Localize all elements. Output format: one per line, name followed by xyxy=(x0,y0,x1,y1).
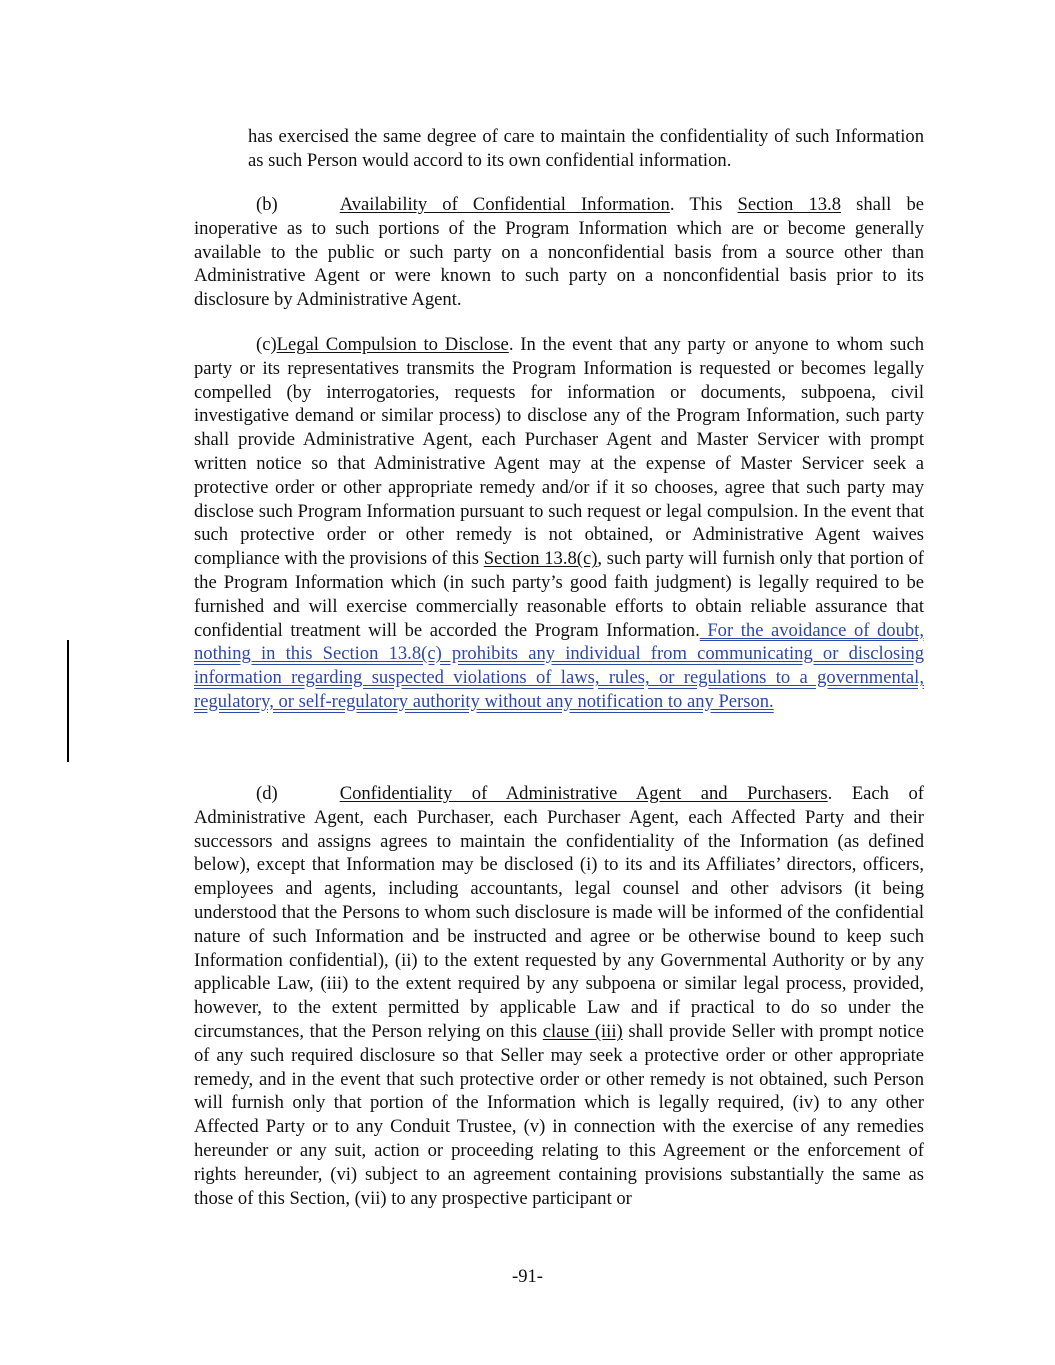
section-13-8-reference: Section 13.8 xyxy=(737,194,842,215)
paragraph-b xyxy=(194,193,924,312)
paragraph-b-heading: Availability of Confidential Information xyxy=(339,194,670,215)
inserted-revision-text: For the avoidance of doubt, nothing in this Section 13.8(c) prohibits any individual from communicating or disclosing information regarding suspected violations of laws, rules, or regulations to a governmental, regulatory, or self-regulatory authority without any notification to any Person. xyxy=(194,619,924,712)
page-number: -91- xyxy=(512,1266,543,1287)
paragraph-b-body: shall be inoperative as to such portions of the Program Information which are or become generally available to the public or such party on a nonconfidential basis from a source other than Administrative Agent or were known to such party on a nonconfidential basis prior to its disclosure by Administrative Agent. xyxy=(194,194,924,311)
paragraph-c-body-1: . In the event that any party or anyone to whom such party or its representatives transmits the Program Information is requested or becomes legally compelled (by interrogatories, requests for information or documents, subpoena, civil investigative demand or similar process) to disclose any of the Program Information, such party shall provide Administrative Agent, each Purchaser Agent and Master Servicer with prompt written notice so that Administrative Agent may at the expense of Master Servicer seek a protective order or other appropriate remedy and/or if it so chooses, agree that such party may disclose such Program Information pursuant to such request or legal compulsion. In the event that such protective order or other remedy is not obtained, or Administrative Agent waives compliance with the provisions of this xyxy=(194,334,924,570)
paragraph-c-body-2: , such party will furnish only that portion of the Program Information which (in such party’s good faith judgment) is legally required to be furnished and will exercise commercially reasonable efforts to obtain reliable assurance that confidential treatment will be accorded the Program Information. xyxy=(194,548,924,641)
paragraph-b-after-heading: . This xyxy=(669,194,738,215)
paragraph-c-heading: Legal Compulsion to Disclose xyxy=(276,334,509,355)
paragraph-d-body-2: shall provide Seller with prompt notice of any such required disclosure so that Seller may seek a protective order or other appropriate remedy, and in the event that such protective order or other remedy is not obtained, such Person will furnish only that portion of the Information which is legally required, (iv) to any other Affected Party or to any Conduit Trustee, (v) in connection with the exercise of any remedies hereunder or any suit, action or proceeding relating to this Agreement or the enforcement of rights hereunder, (vi) subject to an agreement containing provisions substantially the same as those of this Section, (vii) to any prospective participant or xyxy=(194,1020,924,1209)
paragraph-continuation-text: has exercised the same degree of care to maintain the confidentiality of such Information as such Person would accord to its own confidential information. xyxy=(248,126,924,171)
paragraph-c-label: (c) xyxy=(256,334,277,355)
revision-change-bar xyxy=(67,640,69,762)
paragraph-d-label: (d) xyxy=(256,783,278,804)
clause-iii-reference: clause (iii) xyxy=(542,1020,623,1042)
paragraph-continuation xyxy=(248,125,924,173)
paragraph-b-label: (b) xyxy=(256,194,278,215)
paragraph-c xyxy=(194,333,924,714)
paragraph-d-heading: Confidentiality of Administrative Agent and Purchasers xyxy=(339,783,828,804)
paragraph-d-body-1: . Each of Administrative Agent, each Purchaser, each Purchaser Agent, each Affected Party and their successors and assigns agrees to maintain the confidentiality of the Information (as defined below), except that Information may be disclosed (i) to its and its Affiliates’ directors, officers, employees and agents, including accountants, legal counsel and other advisors (it being understood that the Persons to whom such disclosure is made will be informed of the confidential nature of such Information and be instructed and agree or be otherwise bound to keep such Information confidential), (ii) to the extent requested by any Governmental Authority or by any applicable Law, (iii) to the extent required by any subpoena or similar legal process, provided, however, to the extent permitted by applicable Law and if practical to do so under the circumstances, that the Person relying on this xyxy=(194,783,924,1042)
paragraph-d xyxy=(194,782,924,1210)
section-13-8c-reference: Section 13.8(c) xyxy=(483,548,598,570)
